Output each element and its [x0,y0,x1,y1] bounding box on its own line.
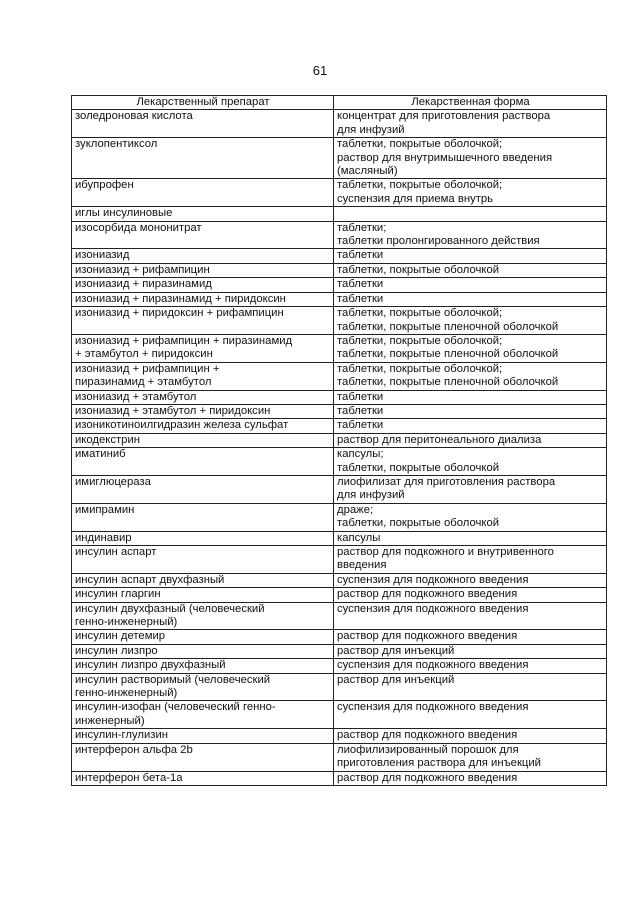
drug-cell: икодекстрин [72,433,334,447]
form-cell: суспензия для подкожного введения [334,602,607,630]
drug-cell: изониазид [72,249,334,263]
table-row [72,207,607,221]
drug-cell: инсулин аспарт двухфазный [72,573,334,587]
table-row [72,249,607,263]
table-row [72,588,607,602]
table-row [72,390,607,404]
drug-cell: зуклопентиксол [72,138,334,179]
table-row [72,659,607,673]
form-cell: таблетки, покрытые оболочкой; таблетки, покрытые пленочной оболочкой [334,362,607,390]
drug-cell: изониазид + этамбутол + пиридоксин [72,404,334,418]
form-cell: раствор для инъекций [334,644,607,658]
form-cell: таблетки, покрытые оболочкой [334,263,607,277]
drug-table [71,95,607,786]
form-cell: таблетки, покрытые оболочкой; раствор для внутримышечного введения (масляный) [334,138,607,179]
form-cell: таблетки, покрытые оболочкой; таблетки, покрытые пленочной оболочкой [334,334,607,362]
table-row [72,729,607,743]
header-drug: Лекарственный препарат [72,96,334,110]
form-cell: таблетки [334,390,607,404]
form-cell: раствор для подкожного введения [334,771,607,785]
form-cell: таблетки [334,404,607,418]
table-row [72,433,607,447]
form-cell: суспензия для подкожного введения [334,573,607,587]
drug-cell: иматиниб [72,448,334,476]
drug-cell: инсулин-глулизин [72,729,334,743]
table-row [72,673,607,701]
table-row [72,292,607,306]
table-row [72,503,607,531]
form-cell: капсулы; таблетки, покрытые оболочкой [334,448,607,476]
table-row [72,334,607,362]
form-cell: лиофилизат для приготовления раствора для инфузий [334,475,607,503]
form-cell: лиофилизированный порошок для приготовления раствора для инъекций [334,743,607,771]
table-row [72,602,607,630]
drug-cell: ибупрофен [72,179,334,207]
drug-cell: инсулин лизпро [72,644,334,658]
drug-cell: инсулин растворимый (человеческий генно-инженерный) [72,673,334,701]
table-row [72,110,607,138]
page-number: 61 [312,63,328,78]
form-cell: раствор для перитонеального диализа [334,433,607,447]
table-row [72,743,607,771]
drug-cell: интерферон бета-1а [72,771,334,785]
form-cell: раствор для подкожного и внутривенного введения [334,546,607,574]
table-row [72,307,607,335]
form-cell: раствор для подкожного введения [334,588,607,602]
form-cell: раствор для инъекций [334,673,607,701]
drug-cell: золедроновая кислота [72,110,334,138]
table-row [72,573,607,587]
form-cell: суспензия для подкожного введения [334,701,607,729]
table-row [72,448,607,476]
drug-cell: инсулин-изофан (человеческий генно- инженерный) [72,701,334,729]
table-row [72,362,607,390]
table-row [72,278,607,292]
drug-cell: изониазид + пиразинамид [72,278,334,292]
form-cell: таблетки; таблетки пролонгированного действия [334,221,607,249]
table-row [72,771,607,785]
table-row [72,221,607,249]
table-row [72,630,607,644]
form-cell: суспензия для подкожного введения [334,659,607,673]
table-body [72,110,607,786]
drug-cell: изониазид + пиразинамид + пиридоксин [72,292,334,306]
header-row [72,96,607,110]
drug-cell: иглы инсулиновые [72,207,334,221]
form-cell: таблетки [334,278,607,292]
drug-cell: инсулин двухфазный (человеческий генно-инженерный) [72,602,334,630]
drug-cell: имипрамин [72,503,334,531]
form-cell: концентрат для приготовления раствора для инфузий [334,110,607,138]
drug-cell: инсулин лизпро двухфазный [72,659,334,673]
form-cell: таблетки [334,419,607,433]
drug-cell: интерферон альфа 2b [72,743,334,771]
drug-cell: изосорбида мононитрат [72,221,334,249]
table-row [72,546,607,574]
form-cell: таблетки [334,292,607,306]
drug-cell: изоникотиноилгидразин железа сульфат [72,419,334,433]
drug-cell: изониазид + рифампицин [72,263,334,277]
table-row [72,263,607,277]
drug-cell: инсулин детемир [72,630,334,644]
form-cell: раствор для подкожного введения [334,729,607,743]
drug-cell: имиглюцераза [72,475,334,503]
table-row [72,179,607,207]
table-row [72,475,607,503]
table-header [72,96,607,110]
table-row [72,138,607,179]
table-row [72,531,607,545]
form-cell: таблетки, покрытые оболочкой; суспензия для приема внутрь [334,179,607,207]
form-cell: раствор для подкожного введения [334,630,607,644]
drug-cell: изониазид + пиридоксин + рифампицин [72,307,334,335]
drug-cell: инсулин аспарт [72,546,334,574]
table-row [72,701,607,729]
table-row [72,644,607,658]
drug-cell: изониазид + рифампицин + пиразинамид + этамбутол + пиридоксин [72,334,334,362]
drug-cell: инсулин гларгин [72,588,334,602]
table-row [72,404,607,418]
drug-cell: изониазид + рифампицин + пиразинамид + этамбутол [72,362,334,390]
form-cell: драже; таблетки, покрытые оболочкой [334,503,607,531]
form-cell [334,207,607,221]
form-cell: таблетки, покрытые оболочкой; таблетки, покрытые пленочной оболочкой [334,307,607,335]
header-form: Лекарственная форма [334,96,607,110]
drug-cell: изониазид + этамбутол [72,390,334,404]
table-row [72,419,607,433]
form-cell: капсулы [334,531,607,545]
drug-cell: индинавир [72,531,334,545]
form-cell: таблетки [334,249,607,263]
